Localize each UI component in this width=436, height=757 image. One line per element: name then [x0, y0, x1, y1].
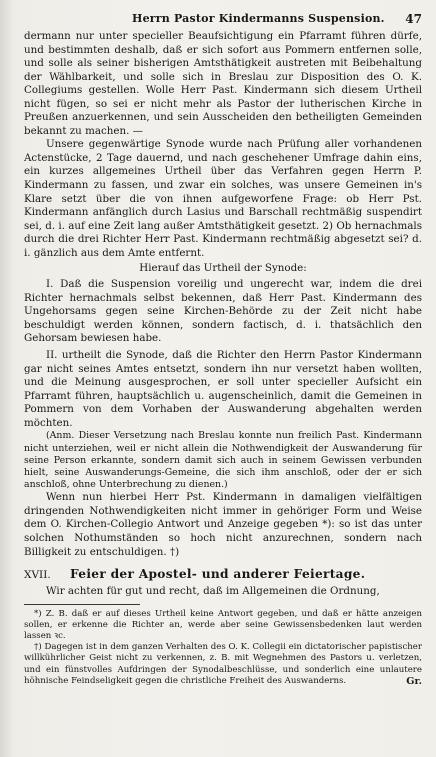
page-header: [0, 12, 436, 30]
section-title: Feier der Apostel- und anderer Feiertage.: [70, 567, 366, 582]
footnote-dagger: [24, 642, 422, 687]
verdict-item-1: I. Daß die Suspension voreilig und ungerecht war, indem die drei Richter hernachmals selbst bekennen, daß Herr Past. Kindermann des Ungehorsams gegen seine Kirchen-Behörde zu der Zeit nicht habe beschuldigt werden können, sondern factisch, d. i. thatsächlich den Gehorsam bewiesen habe.: [24, 278, 422, 345]
running-head: Herrn Pastor Kindermanns Suspension.: [132, 12, 385, 25]
footnote-divider: [24, 604, 140, 605]
footnote-asterisk: *) Z. B. daß er auf dieses Urtheil keine Antwort gegeben, und daß er hätte anzeigen sollen, er erkenne die Richter an, werde aber seine Gewissensbedenken laut werden lassen ꝛc.: [24, 608, 422, 642]
paragraph-synod-inquiry: Unsere gegenwärtige Synode wurde nach Prüfung aller vorhandenen Actenstücke, 2 Tage dauernd, und nach geschehener Umfrage dahin eins, ein kurzes allgemeines Urtheil über das Verfahren gegen Herrn P. Kindermann zu fassen, und zwar ein solches, was unsere Gemeinen in's Klare setzt über die von ihnen aufgeworfene Frage: ob Herr Pst. Kindermann anfänglich durch Lasius und Barschall rechtmäßig suspendirt sei, d. i. auf eine Zeit lang außer Amtsthätigkeit gesetzt. 2) Ob hernachmals durch die drei Richter Herr Past. Kindermann rechtmäßig abgesetzt sei? d. i. gänzlich aus dem Amte entfernt.: [24, 138, 422, 259]
annotation-note: (Anm. Dieser Versetzung nach Breslau konnte nun freilich Past. Kindermann nicht unterziehen, weil er nicht allein die Nothwendigkeit der Auswanderung für seine Person erkannte, sondern damit sich auch in seinem Gewissen verbunden hielt, seine Auswanderungs-Gemeine, die sich ihm anschloß, oder der er sich anschloß, ohne Unterbrechung zu dienen.): [24, 430, 422, 491]
verdict-item-2: II. urtheilt die Synode, daß die Richter den Herrn Pastor Kindermann gar nicht seines Amtes entsetzt, sondern ihn nur versetzt haben wollten, und die Meinung ausgesprochen, er soll unter specieller Aufsicht ein Pfarramt führen, hauptsächlich u. augenscheinlich, damit die Gemeinen in Pommern von dem Vorhaben der Auswanderung abgehalten werden möchten.: [24, 349, 422, 429]
verdict-heading: Hierauf das Urtheil der Synode:: [139, 262, 307, 275]
page-number: 47: [405, 12, 422, 26]
page-body: [24, 30, 422, 687]
footnote-dagger-text: †) Dagegen ist in dem ganzen Verhalten des O. K. Collegii ein dictatorischer papistischer willkührlicher Geist nicht zu verkennen, z. B. mit Wegnehmen des Pastors u. verletzen, und ein fünstvolles Aufdringen der Synodalbeschlüsse, und sonderlich eine unlautere höhnische Feindseligkeit gegen die christliche Freiheit des Auswanderns.: [24, 642, 422, 686]
section-heading: [24, 567, 422, 581]
section-number: XVII.: [24, 569, 51, 582]
paragraph-conclusion: Wenn nun hierbei Herr Pst. Kindermann in damaligen vielfältigen dringenden Nothwendigkeiten nicht immer in gehöriger Form und Weise dem O. Kirchen-Collegio Antwort und Anzeige gegeben *): so ist das unter solchen Nothumständen so hoch nicht anzurechnen, sondern nach Billigkeit zu entschuldigen. †): [24, 491, 422, 558]
footnote-signature: Gr.: [406, 675, 422, 687]
section-first-line: Wir achten für gut und recht, daß im Allgemeinen die Ordnung,: [46, 585, 380, 598]
paragraph-continuation: dermann nur unter specieller Beaufsichtigung ein Pfarramt führen dürfe, und bestimmten deshalb, daß er sich sofort aus Pommern entfernen solle, und solle als seiner bisherigen Amtsthätigkeit austreten mit Beibehaltung der Wählbarkeit, und solle sich in Breslau zur Disposition des O. K. Collegiums gestellen. Wolle Herr Past. Kindermann sich diesem Urtheil nicht fügen, so sei er nicht mehr als Pastor der lutherischen Kirche in Preußen anzuerkennen, und sein Ausscheiden den betheiligten Gemeinden bekannt zu machen. —: [24, 30, 422, 137]
